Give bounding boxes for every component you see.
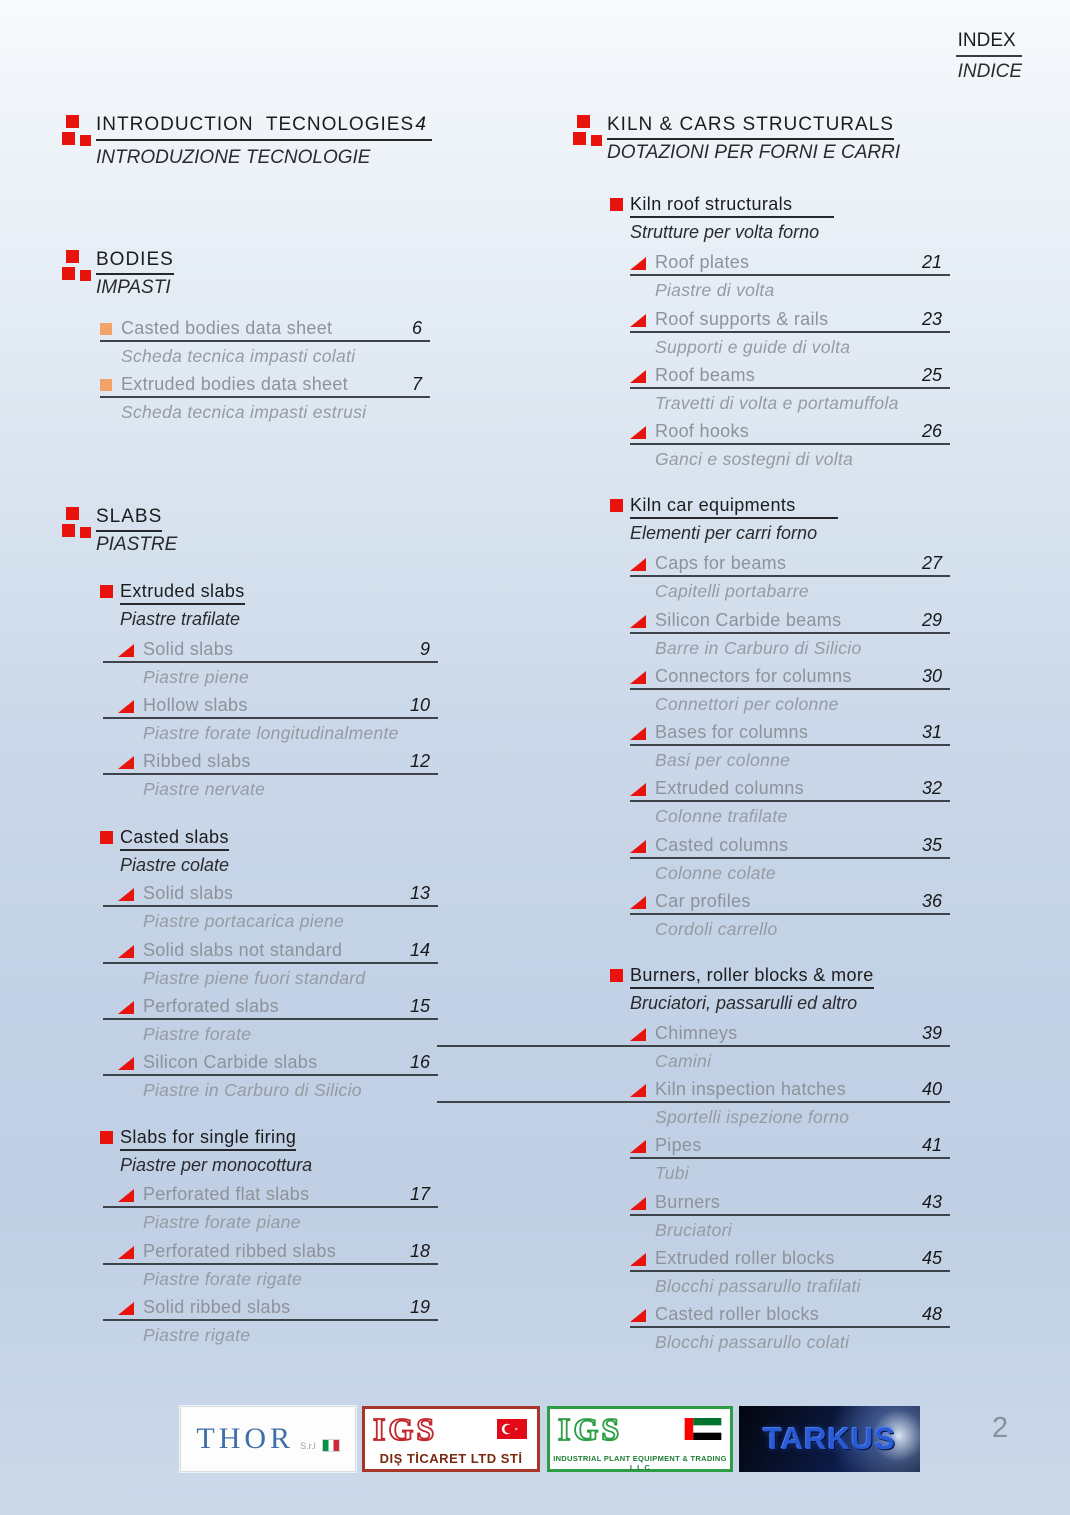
red-square-icon	[610, 969, 623, 982]
item-page-number: 18	[409, 1241, 430, 1261]
item-title-it: Basi per colonne	[655, 750, 791, 770]
toc-item[interactable]	[630, 720, 950, 771]
item-title-en: Caps for beams	[655, 553, 787, 573]
section-title-it: DOTAZIONI PER FORNI E CARRI	[607, 142, 901, 163]
item-title-it: Colonne colate	[655, 863, 776, 883]
item-title-en: Roof plates	[655, 252, 750, 272]
section-title-it: INTRODUZIONE TECNOLOGIE	[96, 147, 371, 168]
item-title-en: Silicon Carbide slabs	[143, 1052, 318, 1072]
item-title-en: Chimneys	[655, 1023, 738, 1043]
triangle-bullet-icon	[630, 1309, 646, 1322]
triangle-bullet-icon	[118, 756, 134, 769]
triangle-bullet-icon	[630, 1028, 646, 1041]
subsection-title-en: Slabs for single firing	[120, 1127, 296, 1151]
igs-turkey-subtitle: DIŞ TİCARET LTD STİ	[379, 1451, 523, 1466]
triangle-bullet-icon	[118, 1057, 134, 1070]
toc-item[interactable]	[103, 1239, 438, 1290]
subsection-slabs-single-firing	[100, 1127, 312, 1176]
section-title-it: IMPASTI	[96, 277, 171, 298]
igs-logo-text: IGS	[558, 1411, 623, 1447]
orange-square-icon	[100, 379, 112, 391]
item-title-it: Piastre piene	[143, 667, 250, 687]
section-title-en: INTRODUCTION TECNOLOGIES	[96, 114, 415, 135]
item-page-number: 10	[409, 695, 430, 715]
subsection-kiln-car	[610, 495, 838, 544]
toc-entry-kiln-car[interactable]	[630, 495, 838, 516]
triangle-bullet-icon	[630, 615, 646, 628]
item-title-en: Perforated slabs	[143, 996, 279, 1016]
toc-item[interactable]	[630, 1077, 950, 1128]
item-title-en: Extruded columns	[655, 778, 804, 798]
item-page-number: 41	[921, 1135, 942, 1155]
item-page-number: 15	[409, 996, 430, 1016]
item-title-it: Camini	[655, 1051, 712, 1071]
subsection-casted-slabs	[100, 827, 229, 876]
item-page-number: 29	[921, 610, 942, 630]
subsection-title-en: Kiln car equipments	[630, 495, 838, 519]
item-title-it: Piastre forate rigate	[143, 1269, 303, 1289]
toc-entry-kiln-roof[interactable]	[630, 194, 834, 215]
thor-logo	[180, 1406, 356, 1472]
section-title-en: KILN & CARS STRUCTURALS	[607, 114, 894, 140]
item-page-number: 39	[921, 1023, 942, 1043]
item-title-it: Ganci e sostegni di volta	[655, 449, 854, 469]
toc-item[interactable]	[100, 316, 430, 367]
triangle-bullet-icon	[630, 727, 646, 740]
toc-item[interactable]	[630, 307, 950, 358]
red-square-icon	[610, 198, 623, 211]
triangle-bullet-icon	[118, 700, 134, 713]
toc-entry-casted-slabs[interactable]	[120, 827, 229, 848]
item-title-en: Extruded bodies data sheet	[121, 374, 348, 394]
item-title-it: Capitelli portabarre	[655, 581, 809, 601]
triangle-bullet-icon	[630, 896, 646, 909]
triangle-bullet-icon	[630, 1140, 646, 1153]
item-title-en: Silicon Carbide beams	[655, 610, 842, 630]
uae-flag-icon	[684, 1418, 722, 1440]
item-title-en: Roof hooks	[655, 421, 750, 441]
item-title-it: Travetti di volta e portamuffola	[655, 393, 899, 413]
subsection-kiln-roof	[610, 194, 834, 243]
italy-flag-icon	[322, 1439, 340, 1452]
item-title-en: Burners	[655, 1192, 721, 1212]
item-page-number: 25	[921, 365, 942, 385]
item-title-it: Piastre rigate	[143, 1325, 251, 1345]
triangle-bullet-icon	[118, 1189, 134, 1202]
item-title-en: Extruded roller blocks	[655, 1248, 835, 1268]
item-title-it: Piastre forate piane	[143, 1212, 301, 1232]
igs-turkey-logo	[362, 1406, 540, 1472]
item-page-number: 32	[921, 778, 942, 798]
item-title-en: Ribbed slabs	[143, 751, 251, 771]
subsection-title-it: Elementi per carri forno	[630, 523, 818, 543]
toc-item[interactable]	[630, 363, 950, 414]
item-page-number: 23	[921, 309, 942, 329]
subsection-burners	[610, 965, 874, 1014]
item-title-it: Piastre piene fuori standard	[143, 968, 366, 988]
item-title-it: Piastre portacarica piene	[143, 911, 345, 931]
item-title-it: Scheda tecnica impasti estrusi	[121, 402, 367, 422]
item-title-it: Blocchi passarullo trafilati	[655, 1276, 861, 1296]
triangle-bullet-icon	[630, 426, 646, 439]
triangle-bullet-icon	[118, 888, 134, 901]
igs-uae-logo	[547, 1406, 733, 1472]
item-title-it: Piastre nervate	[143, 779, 266, 799]
item-title-en: Casted columns	[655, 835, 789, 855]
section-page-number: 4	[415, 114, 426, 135]
toc-item[interactable]	[100, 372, 430, 423]
item-title-en: Pipes	[655, 1135, 702, 1155]
toc-entry-extruded-slabs[interactable]	[120, 581, 245, 602]
section-slabs	[62, 506, 432, 556]
red-square-icon	[100, 831, 113, 844]
triangle-bullet-icon	[630, 370, 646, 383]
item-title-en: Solid ribbed slabs	[143, 1297, 291, 1317]
red-square-icon	[100, 1131, 113, 1144]
toc-item[interactable]	[630, 889, 950, 940]
item-page-number: 27	[921, 553, 942, 573]
item-title-it: Connettori per colonne	[655, 694, 839, 714]
triangle-bullet-icon	[118, 945, 134, 958]
triangle-bullet-icon	[118, 1246, 134, 1259]
toc-item[interactable]	[103, 938, 438, 989]
toc-entry-bodies[interactable]	[96, 249, 432, 271]
thor-srl-text: S.r.l	[300, 1441, 316, 1451]
toc-item[interactable]	[103, 1050, 438, 1101]
section-squares-icon	[62, 250, 94, 284]
subsection-title-it: Piastre colate	[120, 855, 230, 875]
igs-logo-text: IGS	[373, 1411, 438, 1447]
subsection-title-en: Kiln roof structurals	[630, 194, 834, 218]
item-page-number: 7	[411, 374, 422, 394]
item-title-en: Casted bodies data sheet	[121, 318, 333, 338]
toc-item[interactable]	[630, 551, 950, 602]
section-squares-icon	[62, 115, 94, 149]
item-title-en: Solid slabs	[143, 639, 234, 659]
item-title-en: Hollow slabs	[143, 695, 248, 715]
item-page-number: 36	[921, 891, 942, 911]
toc-item[interactable]	[630, 608, 950, 659]
orange-square-icon	[100, 323, 112, 335]
section-bodies	[62, 249, 432, 299]
triangle-bullet-icon	[630, 1197, 646, 1210]
item-title-en: Roof supports & rails	[655, 309, 829, 329]
item-page-number: 14	[409, 940, 430, 960]
toc-item[interactable]	[630, 1190, 950, 1241]
item-title-en: Perforated ribbed slabs	[143, 1241, 337, 1261]
toc-item[interactable]	[630, 250, 950, 301]
page-number: 2	[992, 1412, 1009, 1444]
item-page-number: 21	[921, 252, 942, 272]
toc-entry-kiln-cars[interactable]	[607, 114, 933, 136]
item-page-number: 48	[921, 1304, 942, 1324]
thor-logo-text: THOR	[196, 1422, 295, 1455]
turkey-flag-icon	[495, 1419, 529, 1439]
item-title-it: Piastre in Carburo di Silicio	[143, 1080, 362, 1100]
item-title-it: Colonne trafilate	[655, 806, 788, 826]
subsection-title-en: Burners, roller blocks & more	[630, 965, 874, 989]
section-title-en: SLABS	[96, 506, 162, 532]
triangle-bullet-icon	[630, 558, 646, 571]
item-title-en: Bases for columns	[655, 722, 809, 742]
toc-entry-introduction[interactable]	[96, 114, 432, 141]
triangle-bullet-icon	[118, 644, 134, 657]
item-title-it: Barre in Carburo di Silicio	[655, 638, 862, 658]
item-page-number: 13	[409, 883, 430, 903]
item-title-en: Car profiles	[655, 891, 751, 911]
toc-item[interactable]	[630, 776, 950, 827]
item-page-number: 31	[921, 722, 942, 742]
subsection-title-it: Strutture per volta forno	[630, 222, 820, 242]
triangle-bullet-icon	[118, 1001, 134, 1014]
triangle-bullet-icon	[630, 783, 646, 796]
item-page-number: 17	[409, 1184, 430, 1204]
item-page-number: 12	[409, 751, 430, 771]
red-square-icon	[610, 499, 623, 512]
subsection-title-it: Piastre per monocottura	[120, 1155, 313, 1175]
item-page-number: 6	[411, 318, 422, 338]
subsection-title-it: Piastre trafilate	[120, 609, 241, 629]
item-title-it: Bruciatori	[655, 1220, 732, 1240]
toc-item[interactable]	[630, 1246, 950, 1297]
toc-item[interactable]	[103, 637, 438, 688]
toc-item[interactable]	[630, 833, 950, 884]
item-page-number: 40	[921, 1079, 942, 1099]
item-page-number: 43	[921, 1192, 942, 1212]
subsection-title-en: Extruded slabs	[120, 581, 245, 605]
red-square-icon	[100, 585, 113, 598]
index-title-en: INDEX	[956, 30, 1022, 57]
item-title-en: Solid slabs	[143, 883, 234, 903]
item-title-en: Kiln inspection hatches	[655, 1079, 847, 1099]
triangle-bullet-icon	[630, 1084, 646, 1097]
item-title-it: Tubi	[655, 1163, 689, 1183]
item-title-en: Solid slabs not standard	[143, 940, 343, 960]
item-page-number: 26	[921, 421, 942, 441]
toc-item[interactable]	[103, 749, 438, 800]
subsection-extruded-slabs	[100, 581, 245, 630]
toc-item[interactable]	[630, 1302, 950, 1353]
triangle-bullet-icon	[630, 257, 646, 270]
section-title-it: PIASTRE	[96, 534, 178, 555]
toc-entry-slabs-single-firing[interactable]	[120, 1127, 312, 1148]
item-title-it: Sportelli ispezione forno	[655, 1107, 850, 1127]
tarkus-logo	[739, 1406, 920, 1472]
index-title-it: INDICE	[957, 61, 1022, 82]
item-title-en: Connectors for columns	[655, 666, 852, 686]
tarkus-logo-text: TARKUS	[763, 1421, 896, 1456]
item-title-en: Casted roller blocks	[655, 1304, 820, 1324]
item-page-number: 45	[921, 1248, 942, 1268]
item-page-number: 35	[921, 835, 942, 855]
subsection-title-it: Bruciatori, passarulli ed altro	[630, 993, 858, 1013]
toc-entry-slabs[interactable]	[96, 506, 432, 528]
triangle-bullet-icon	[630, 671, 646, 684]
toc-item[interactable]	[630, 419, 950, 470]
item-title-it: Piastre forate longitudinalmente	[143, 723, 399, 743]
item-title-en: Roof beams	[655, 365, 756, 385]
item-title-en: Perforated flat slabs	[143, 1184, 310, 1204]
toc-item[interactable]	[630, 664, 950, 715]
subsection-title-en: Casted slabs	[120, 827, 229, 851]
triangle-bullet-icon	[630, 840, 646, 853]
item-page-number: 30	[921, 666, 942, 686]
toc-entry-burners[interactable]	[630, 965, 874, 986]
item-page-number: 19	[409, 1297, 430, 1317]
item-title-it: Piastre di volta	[655, 280, 775, 300]
item-page-number: 16	[409, 1052, 430, 1072]
igs-uae-subtitle: INDUSTRIAL PLANT EQUIPMENT & TRADING L.L.C	[553, 1454, 727, 1472]
toc-item[interactable]	[103, 881, 438, 932]
triangle-bullet-icon	[118, 1302, 134, 1315]
section-squares-icon	[573, 115, 605, 149]
item-title-it: Scheda tecnica impasti colati	[121, 346, 356, 366]
toc-item[interactable]	[103, 1182, 438, 1233]
section-introduction	[62, 114, 432, 169]
toc-item[interactable]	[103, 1295, 438, 1346]
section-squares-icon	[62, 507, 94, 541]
item-title-it: Blocchi passarullo colati	[655, 1332, 850, 1352]
item-title-it: Cordoli carrello	[655, 919, 778, 939]
item-title-it: Supporti e guide di volta	[655, 337, 851, 357]
toc-item[interactable]	[630, 1021, 950, 1072]
page-header-index	[956, 30, 1022, 83]
item-page-number: 9	[419, 639, 430, 659]
section-kiln-cars	[573, 114, 933, 164]
triangle-bullet-icon	[630, 314, 646, 327]
toc-item[interactable]	[103, 693, 438, 744]
triangle-bullet-icon	[630, 1253, 646, 1266]
item-title-it: Piastre forate	[143, 1024, 252, 1044]
toc-item[interactable]	[103, 994, 438, 1045]
section-title-en: BODIES	[96, 249, 174, 275]
toc-item[interactable]	[630, 1133, 950, 1184]
